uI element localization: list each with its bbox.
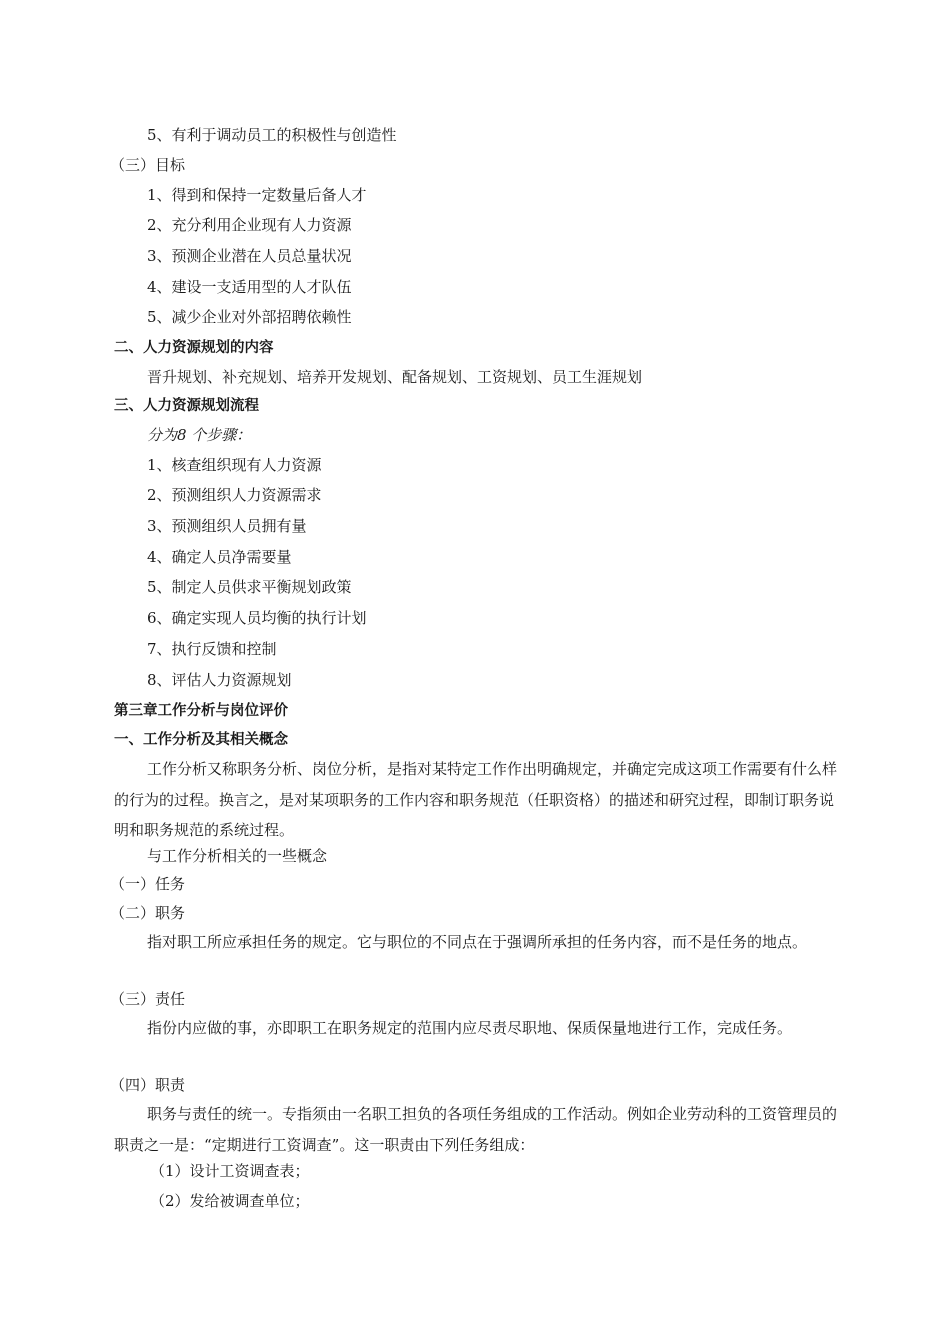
subsection-heading: （四）职责 xyxy=(110,1076,186,1094)
paragraph: 职务与责任的统一。专指须由一名职工担负的各项任务组成的工作活动。例如企业劳动科的工资管理员的职责之一是：“定期进行工资调查”。这一职责由下列任务组成： xyxy=(114,1105,838,1154)
section-heading: 一、工作分析及其相关概念 xyxy=(114,732,288,748)
section-heading: 三、人力资源规划流程 xyxy=(114,398,259,414)
list-item: 1、得到和保持一定数量后备人才 xyxy=(147,186,367,204)
list-item: 8、评估人力资源规划 xyxy=(147,671,292,689)
paragraph: 指份内应做的事，亦即职工在职务规定的范围内应尽责尽职地、保质保量地进行工作，完成任务。 xyxy=(147,1019,793,1037)
section-heading: 二、人力资源规划的内容 xyxy=(114,340,274,356)
paragraph: 工作分析又称职务分析、岗位分析，是指对某特定工作作出明确规定，并确定完成这项工作需要有什么样的行为的过程。换言之，是对某项职务的工作内容和职务规范（任职资格）的描述和研究过程，即制订职务说明和职务规范的系统过程。 xyxy=(114,760,838,839)
body-text: 与工作分析相关的一些概念 xyxy=(147,847,328,865)
list-item: 2、预测组织人力资源需求 xyxy=(147,486,322,504)
list-item: 5、减少企业对外部招聘依赖性 xyxy=(147,308,352,326)
list-item: 4、确定人员净需要量 xyxy=(147,548,292,566)
list-item: 1、核查组织现有人力资源 xyxy=(147,456,322,474)
list-item: 7、执行反馈和控制 xyxy=(147,640,277,658)
subsection-heading: （三）目标 xyxy=(110,156,186,174)
list-item: 3、预测组织人员拥有量 xyxy=(147,517,307,535)
list-item: （2）发给被调查单位； xyxy=(150,1192,310,1210)
body-text: 分为8 个步骤： xyxy=(147,426,252,444)
list-item: 2、充分利用企业现有人力资源 xyxy=(147,216,352,234)
list-item: 4、建设一支适用型的人才队伍 xyxy=(147,278,352,296)
list-item: （1）设计工资调查表； xyxy=(150,1162,310,1180)
body-text: 晋升规划、补充规划、培养开发规划、配备规划、工资规划、员工生涯规划 xyxy=(147,368,643,386)
list-item: 3、预测企业潜在人员总量状况 xyxy=(147,247,352,265)
subsection-heading: （二）职务 xyxy=(110,904,186,922)
subsection-heading: （一）任务 xyxy=(110,875,186,893)
subsection-heading: （三）责任 xyxy=(110,990,186,1008)
list-item: 5、制定人员供求平衡规划政策 xyxy=(147,578,352,596)
paragraph: 指对职工所应承担任务的规定。它与职位的不同点在于强调所承担的任务内容，而不是任务的地点。 xyxy=(147,933,808,951)
list-item: 5、有利于调动员工的积极性与创造性 xyxy=(147,126,397,144)
list-item: 6、确定实现人员均衡的执行计划 xyxy=(147,609,367,627)
chapter-heading: 第三章工作分析与岗位评价 xyxy=(114,703,288,719)
